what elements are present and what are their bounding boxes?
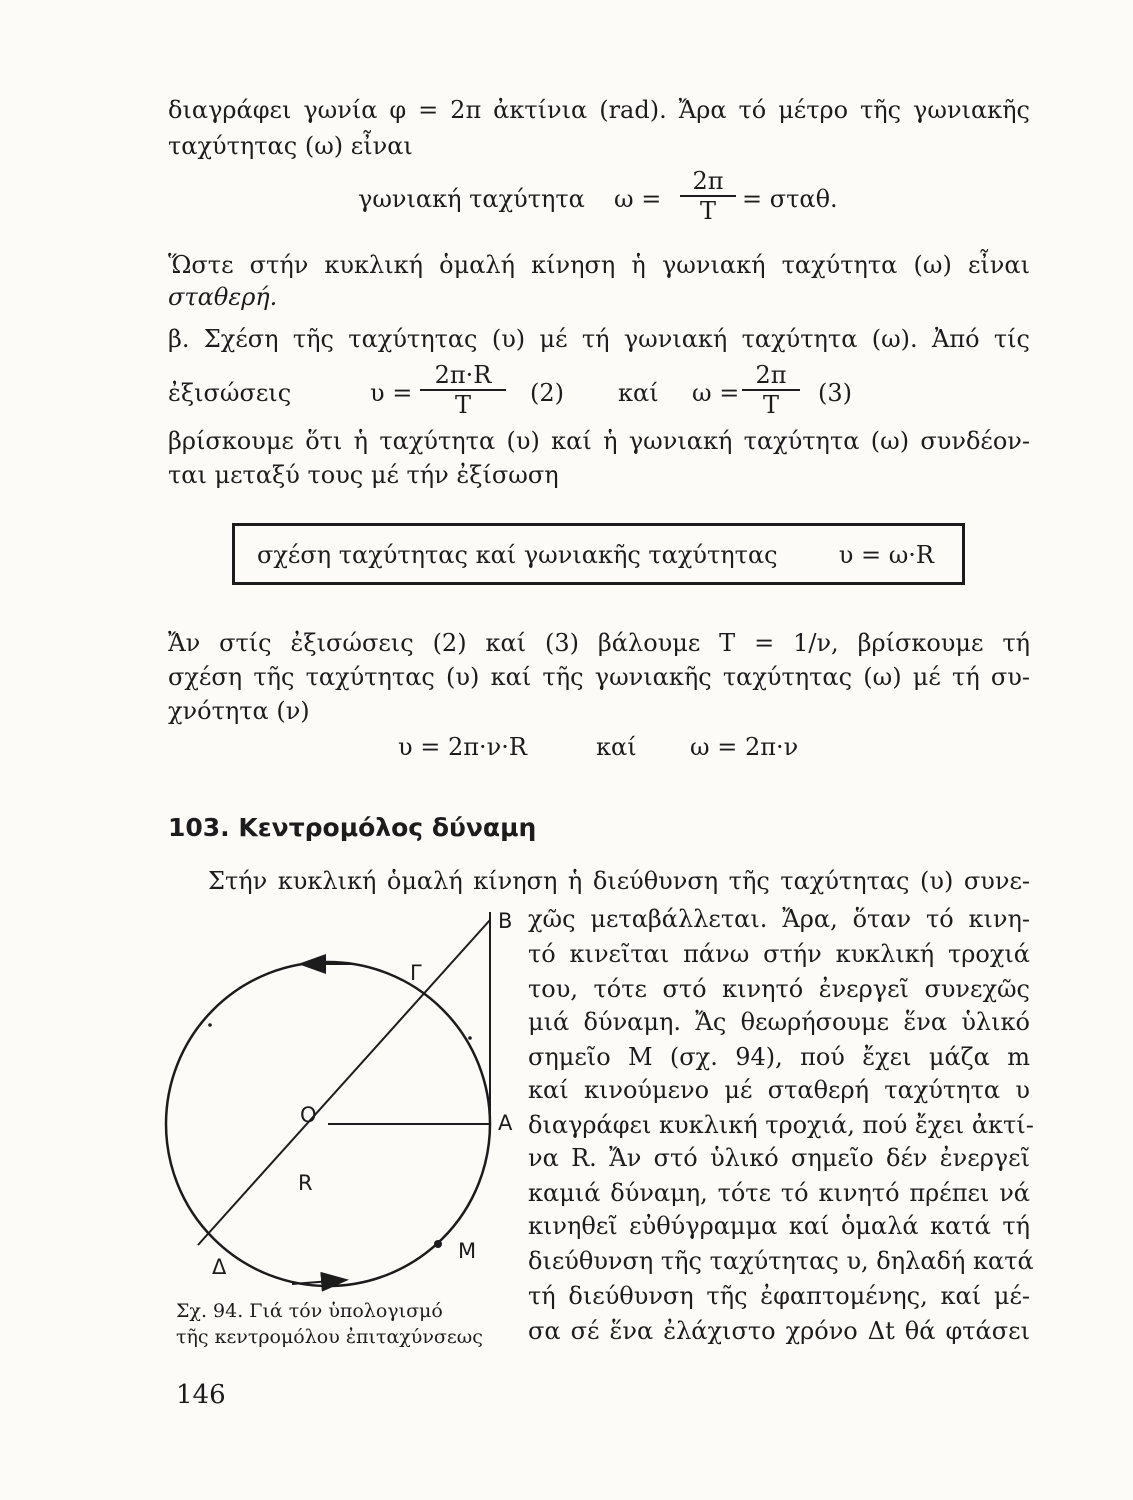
tick-mark: [208, 1023, 212, 1027]
direction-arrow-bottom: [292, 1280, 345, 1284]
text-line: βρίσκουμε ὅτι ἡ ταχύτητα (υ) καί ἡ γωνιακή ταχύτητα (ω) συνδέον-: [168, 427, 1030, 455]
label-delta: Δ: [212, 1255, 227, 1279]
label-a: A: [498, 1111, 513, 1135]
fraction-numerator: 2π: [742, 361, 800, 391]
text-line: να R. Ἄν στό ὑλικό σημεῖο δέν ἐνεργεῖ: [528, 1144, 1030, 1172]
label-o: O: [300, 1103, 317, 1127]
text-line: Στήν κυκλική ὁμαλή κίνηση ἡ διεύθυνση τῆς ταχύτητας (υ) συνε-: [208, 867, 1030, 895]
text-line: καί κινούμενο μέ σταθερή ταχύτητα υ: [528, 1076, 1030, 1104]
fraction-denominator: T: [454, 391, 471, 419]
section-heading: 103. Κεντρομόλος δύναμη: [168, 813, 537, 842]
fraction-denominator: T: [762, 391, 779, 419]
text-line: ται μεταξύ τους μέ τήν ἐξίσωση: [168, 461, 559, 489]
text-line: σταθερή.: [168, 283, 278, 311]
eq-and: καί: [596, 733, 637, 761]
text-line: σα σέ ἕνα ἐλάχιστο χρόνο Δt θά φτάσει: [528, 1317, 1030, 1345]
fraction-denominator: T: [699, 197, 716, 225]
text-line: διαγράφει γωνία φ = 2π ἀκτίνια (rad). Ἄρα τό μέτρο τῆς γωνιακῆς: [168, 96, 1030, 124]
text-line: κινηθεῖ εὐθύγραμμα καί ὁμαλά κατά τή: [528, 1212, 1030, 1240]
eq-prefix: ἐξισώσεις: [168, 379, 292, 407]
fraction-numerator: 2π: [680, 167, 736, 197]
tick-mark: [468, 1036, 472, 1040]
formula-rhs: = σταθ.: [742, 185, 838, 213]
label-b: B: [498, 909, 513, 933]
eq1-tag: (2): [530, 379, 564, 407]
label-gamma: Γ: [410, 961, 422, 985]
point-m-dot: [434, 1240, 442, 1248]
text-line: μιά δύναμη. Ἄς θεωρήσουμε ἕνα ὑλικό: [528, 1008, 1030, 1036]
page-number: 146: [176, 1380, 226, 1410]
fraction-numerator: 2π·R: [420, 361, 506, 391]
text-line: Ἄν στίς ἐξισώσεις (2) καί (3) βάλουμε T = 1/ν, βρίσκουμε τή: [168, 629, 1030, 657]
figure-caption-line: τῆς κεντρομόλου ἐπιταχύνσεως: [176, 1326, 483, 1348]
eq2-lhs: ω =: [692, 379, 740, 407]
text-line: ταχύτητας (ω) εἶναι: [168, 132, 413, 160]
text-line: καμιά δύναμη, τότε τό κινητό πρέπει νά: [528, 1179, 1030, 1207]
boxed-relation-equation: υ = ω·R: [838, 541, 934, 569]
text-line: τή διεύθυνση τῆς ἐφαπτομένης, καί μέ-: [528, 1282, 1030, 1310]
figure-caption-line: Σχ. 94. Γιά τόν ὑπολογισμό: [176, 1300, 443, 1322]
text-line: διεύθυνση τῆς ταχύτητας υ, δηλαδή κατά: [528, 1247, 1034, 1275]
text-line: διαγράφει κυκλική τροχιά, πού ἔχει ἀκτί-: [528, 1111, 1034, 1139]
text-line: χνότητα (ν): [168, 697, 310, 725]
eq-left: υ = 2π·ν·R: [398, 733, 527, 761]
diameter-line: [198, 920, 490, 1245]
text-line: σημεῖο M (σχ. 94), πού ἔχει μάζα m: [528, 1043, 1030, 1071]
label-m: M: [458, 1239, 477, 1263]
eq1-lhs: υ =: [370, 379, 413, 407]
text-line: Ὥστε στήν κυκλική ὁμαλή κίνηση ἡ γωνιακή ταχύτητα (ω) εἶναι: [168, 251, 1030, 279]
text-line: τό κινεῖται πάνω στήν κυκλική τροχιά: [528, 940, 1030, 968]
formula-label: γωνιακή ταχύτητα: [358, 185, 585, 213]
eq-and: καί: [618, 379, 659, 407]
text-line: χῶς μεταβάλλεται. Ἄρα, ὅταν τό κινη-: [528, 905, 1030, 933]
label-r: R: [298, 1171, 313, 1195]
text-line: β. Σχέση τῆς ταχύτητας (υ) μέ τή γωνιακή ταχύτητα (ω). Ἀπό τίς: [168, 325, 1030, 353]
eq-right: ω = 2π·ν: [690, 733, 799, 761]
text-line: σχέση τῆς ταχύτητας (υ) καί τῆς γωνιακῆς ταχύτητας (ω) μέ τή συ-: [168, 663, 1030, 691]
eq2-tag: (3): [818, 379, 852, 407]
text-line: του, τότε στό κινητό ἐνεργεῖ συνεχῶς: [528, 975, 1030, 1003]
formula-lhs: ω =: [614, 185, 662, 213]
boxed-relation-text: σχέση ταχύτητας καί γωνιακῆς ταχύτητας: [257, 541, 778, 569]
